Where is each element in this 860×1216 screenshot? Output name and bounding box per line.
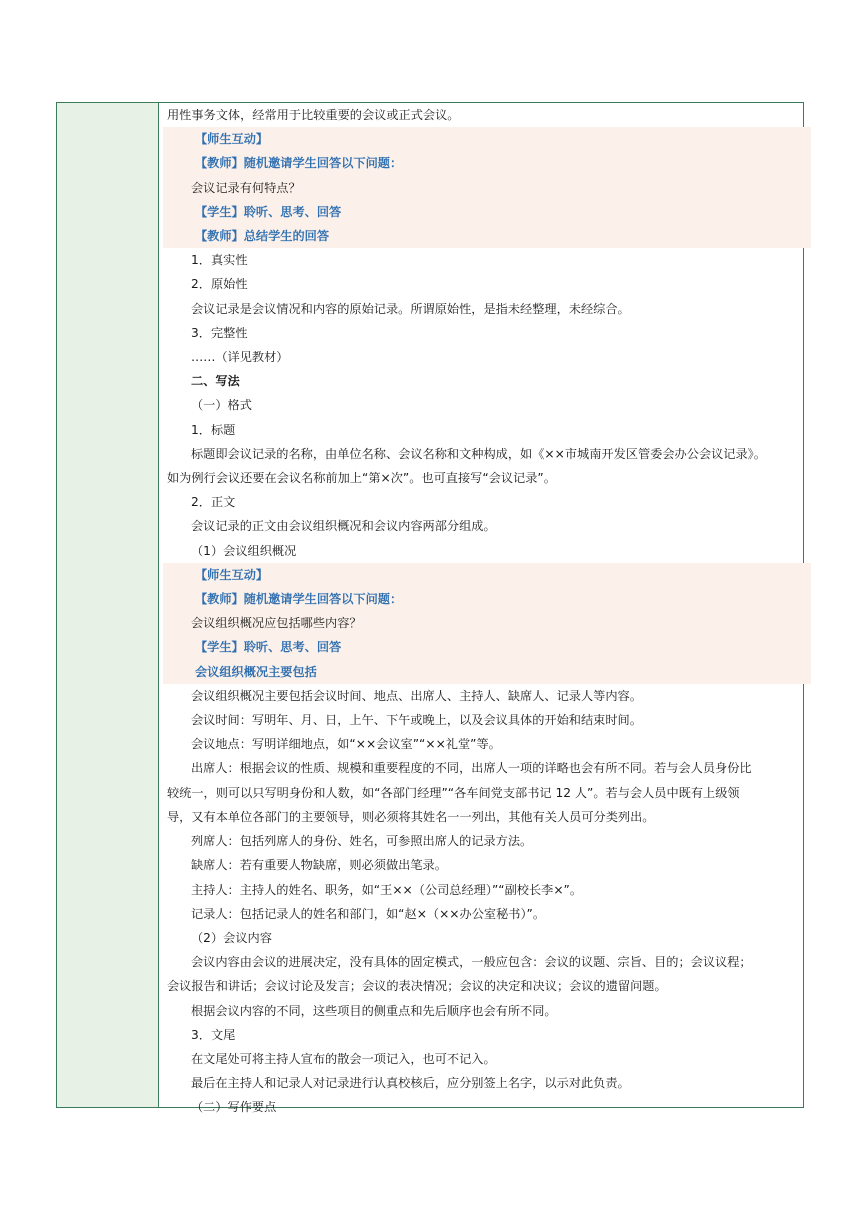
text-line: 导，又有本单位各部门的主要领导，则必须将其姓名一一列出，其他有关人员可分类列出。 bbox=[167, 809, 655, 824]
text-line: 如为例行会议还要在会议名称前加上“第×次”。也可直接写“会议记录”。 bbox=[167, 471, 556, 486]
text-line: 2．正文 bbox=[191, 495, 236, 510]
text-line: 出席人：根据会议的性质、规模和重要程度的不同，出席人一项的详略也会有所不同。若与会人员身份比 bbox=[191, 761, 752, 776]
question-text: 会议记录有何特点？ bbox=[191, 180, 301, 195]
text-line: 1．标题 bbox=[191, 422, 236, 437]
text-line: 主持人：主持人的姓名、职务，如“王××（公司总经理）”“副校长李×”。 bbox=[191, 882, 583, 897]
text-line: 会议报告和讲话；会议讨论及发言；会议的表决情况；会议的决定和决议；会议的遗留问题。 bbox=[167, 979, 667, 994]
label-teacher-question: 【教师】随机邀请学生回答以下问题： bbox=[195, 592, 403, 607]
text-line: 列席人：包括列席人的身份、姓名，可参照出席人的记录方法。 bbox=[191, 834, 533, 849]
text-line: 会议组织概况主要包括会议时间、地点、出席人、主持人、缺席人、记录人等内容。 bbox=[191, 688, 642, 703]
section-heading: 二、写法 bbox=[191, 374, 240, 389]
table-left-column bbox=[57, 103, 159, 1107]
text-line: 记录人：包括记录人的姓名和部门，如“赵×（××办公室秘书）”。 bbox=[191, 906, 546, 921]
text-line: 会议记录的正文由会议组织概况和会议内容两部分组成。 bbox=[191, 519, 496, 534]
text-line: 较统一，则可以只写明身份和人数，如“各部门经理”“各车间党支部书记 12 人”。若与会人员中既有上级领 bbox=[167, 785, 740, 800]
label-summary: 会议组织概况主要包括 bbox=[195, 664, 317, 679]
label-teacher-question: 【教师】随机邀请学生回答以下问题： bbox=[195, 156, 403, 171]
highlight-block-interaction-2 bbox=[163, 563, 811, 684]
text-line: 会议内容由会议的进展决定，没有具体的固定模式，一般应包含：会议的议题、宗旨、目的；会议议程； bbox=[191, 955, 752, 970]
question-text: 会议组织概况应包括哪些内容？ bbox=[191, 616, 362, 631]
text-line: 根据会议内容的不同，这些项目的侧重点和先后顺序也会有所不同。 bbox=[191, 1003, 557, 1018]
highlight-block-interaction-1 bbox=[163, 127, 811, 248]
label-student-answer: 【学生】聆听、思考、回答 bbox=[195, 640, 342, 655]
text-line: 1．真实性 bbox=[191, 253, 248, 268]
text-line: 会议时间：写明年、月、日，上午、下午或晚上，以及会议具体的开始和结束时间。 bbox=[191, 713, 642, 728]
lesson-table bbox=[56, 102, 804, 1115]
text-line: ……（详见教材） bbox=[191, 350, 289, 365]
text-line: （一）格式 bbox=[191, 398, 252, 413]
text-line: 在文尾处可将主持人宣布的散会一项记入，也可不记入。 bbox=[191, 1051, 496, 1066]
text-line: 最后在主持人和记录人对记录进行认真校核后，应分别签上名字，以示对此负责。 bbox=[191, 1076, 630, 1091]
text-line: 2．原始性 bbox=[191, 277, 248, 292]
text-line: 用性事务文体，经常用于比较重要的会议或正式会议。 bbox=[167, 108, 460, 122]
label-interaction: 【师生互动】 bbox=[195, 132, 269, 147]
label-student-answer: 【学生】聆听、思考、回答 bbox=[195, 204, 342, 219]
label-interaction: 【师生互动】 bbox=[195, 567, 269, 582]
text-line: 会议记录是会议情况和内容的原始记录。所谓原始性，是指未经整理，未经综合。 bbox=[191, 301, 630, 316]
text-line: （1）会议组织概况 bbox=[191, 543, 297, 558]
text-line: 3．完整性 bbox=[191, 325, 248, 340]
table-content-cell bbox=[167, 103, 795, 1120]
text-line: （2）会议内容 bbox=[191, 930, 272, 945]
text-line: （二）写作要点 bbox=[191, 1100, 277, 1115]
text-line: 标题即会议记录的名称，由单位名称、会议名称和文种构成，如《××市城南开发区管委会办公会议记录》。 bbox=[191, 446, 766, 461]
text-line: 会议地点：写明详细地点，如“××会议室”“××礼堂”等。 bbox=[191, 737, 501, 752]
text-line: 缺席人：若有重要人物缺席，则必须做出笔录。 bbox=[191, 858, 447, 873]
text-line: 3．文尾 bbox=[191, 1027, 236, 1042]
label-teacher-summary: 【教师】总结学生的回答 bbox=[195, 229, 330, 244]
